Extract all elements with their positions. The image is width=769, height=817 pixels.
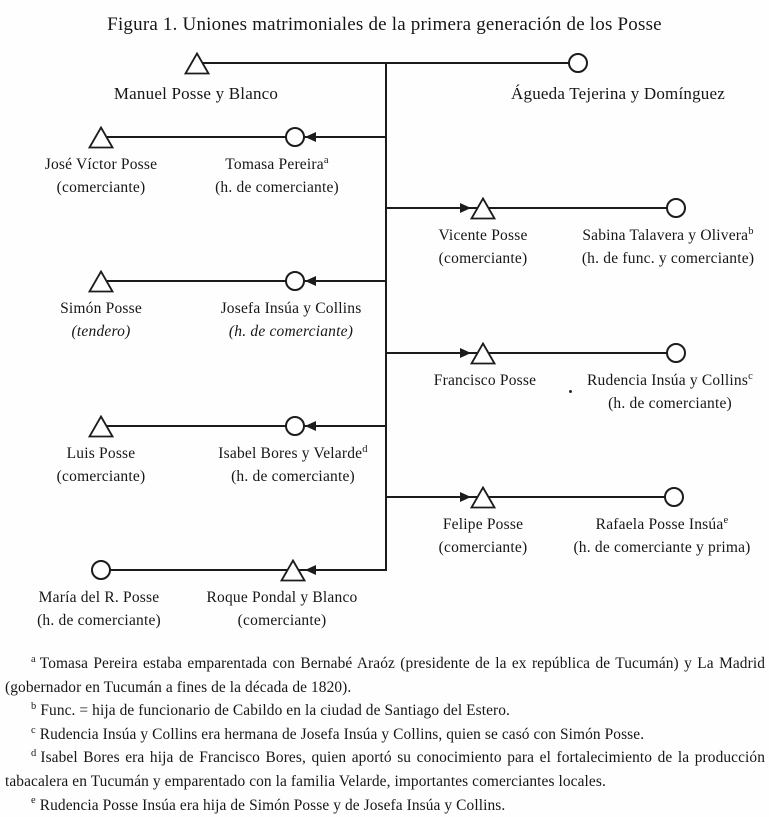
person-name: Luis Posse (66, 445, 136, 462)
male-symbol (88, 415, 114, 438)
male-symbol (280, 559, 306, 582)
female-symbol (568, 53, 588, 73)
person-name: Sabina Talavera y Olivera$^b$ (582, 225, 754, 244)
person-role: (h. de comerciante) (215, 179, 339, 196)
person-name: José Víctor Posse (44, 156, 158, 173)
person-name: Isabel Bores y Velarde$^d$ (218, 443, 368, 462)
person-name: Josefa Insúa y Collins (220, 300, 362, 317)
person-role: (h. de comerciante) (608, 395, 732, 412)
marriage-line (100, 425, 386, 427)
marriage-line (100, 280, 386, 282)
person-label (553, 224, 769, 270)
person-name: Rudencia Insúa y Collins$^c$ (587, 370, 753, 389)
person-name: Francisco Posse (433, 372, 537, 389)
person-name: Roque Pondal y Blanco (206, 589, 358, 606)
male-symbol (184, 52, 210, 75)
person-name: Tomasa Pereira$^a$ (225, 154, 329, 173)
person-name: María del R. Posse (38, 589, 160, 606)
male-symbol (470, 342, 496, 365)
person-name: Rafaela Posse Insúa$^e$ (595, 514, 729, 533)
footnote-b: $^b$ Func. = hija de funcionario de Cabildo en la ciudad de Santiago del Estero. (31, 701, 511, 720)
person-role: (comerciante) (438, 250, 528, 267)
marriage-line (386, 496, 666, 498)
male-symbol (470, 197, 496, 220)
marriage-line (197, 62, 579, 64)
footnote-d: $^d$ Isabel Bores era hija de Francisco Bores, quien aportó su conocimiento para el fortalecimiento de la producción tabacalera en Tucumán y emparentado con la familia Velarde, importantes comerciantes locales. (5, 748, 765, 790)
footnote-c: $^c$ Rudencia Insúa y Collins era hermana de Josefa Insúa y Collins, quien se casó con Simón Posse. (31, 724, 645, 743)
person-role: (comerciante) (56, 179, 146, 196)
person-label (6, 297, 196, 343)
female-symbol (666, 198, 686, 218)
figure-title: Figura 1. Uniones matrimoniales de la primera generación de los Posse (107, 14, 662, 35)
descent-arrow-icon (305, 276, 316, 286)
person-name: Simón Posse (60, 300, 142, 317)
person-role: (comerciante) (56, 468, 146, 485)
person-label (6, 442, 196, 488)
descent-arrow-icon (305, 132, 316, 142)
person-role: (h. de comerciante) (231, 468, 355, 485)
female-symbol (664, 487, 684, 507)
marriage-line (100, 136, 386, 138)
male-symbol (88, 270, 114, 293)
footnote-e: $^e$ Rudencia Posse Insúa era hija de Simón Posse y de Josefa Insúa y Collins. (31, 795, 506, 814)
person-label (167, 586, 397, 632)
person-label (176, 297, 406, 343)
person-role: (h. de comerciante) (37, 612, 161, 629)
male-symbol (88, 126, 114, 149)
female-symbol (285, 127, 305, 147)
marriage-line (386, 352, 668, 354)
descent-arrow-icon (305, 565, 316, 575)
person-label (542, 513, 769, 559)
person-label (167, 153, 387, 199)
male-symbol (470, 486, 496, 509)
female-symbol (285, 271, 305, 291)
person-role: (h. de comerciante y prima) (573, 539, 751, 556)
person-role: (h. de func. y comerciante) (581, 250, 755, 267)
female-symbol (91, 560, 111, 580)
person-label (555, 369, 769, 415)
marriage-line (386, 207, 668, 209)
person-role: (tendero) (71, 323, 131, 340)
footnote-a: $^a$ Tomasa Pereira estaba emparentada con Bernabé Araóz (presidente de la ex república de Tucumán) y La Madrid (gobernador en Tucumán a fines de la década de 1820). (5, 653, 765, 696)
female-symbol (666, 343, 686, 363)
descent-arrow-icon (305, 421, 316, 431)
person-label (178, 442, 408, 488)
person-role: (comerciante) (237, 612, 327, 629)
person-role: (comerciante) (438, 539, 528, 556)
person-name: Manuel Posse y Blanco (113, 84, 279, 103)
female-symbol (285, 416, 305, 436)
person-name: Felipe Posse (442, 516, 524, 533)
marriage-line (101, 569, 386, 571)
person-role: (h. de comerciante) (228, 323, 354, 340)
person-name: Águeda Tejerina y Domínguez (511, 84, 725, 103)
footnotes (5, 652, 765, 817)
person-name: Vicente Posse (438, 227, 528, 244)
